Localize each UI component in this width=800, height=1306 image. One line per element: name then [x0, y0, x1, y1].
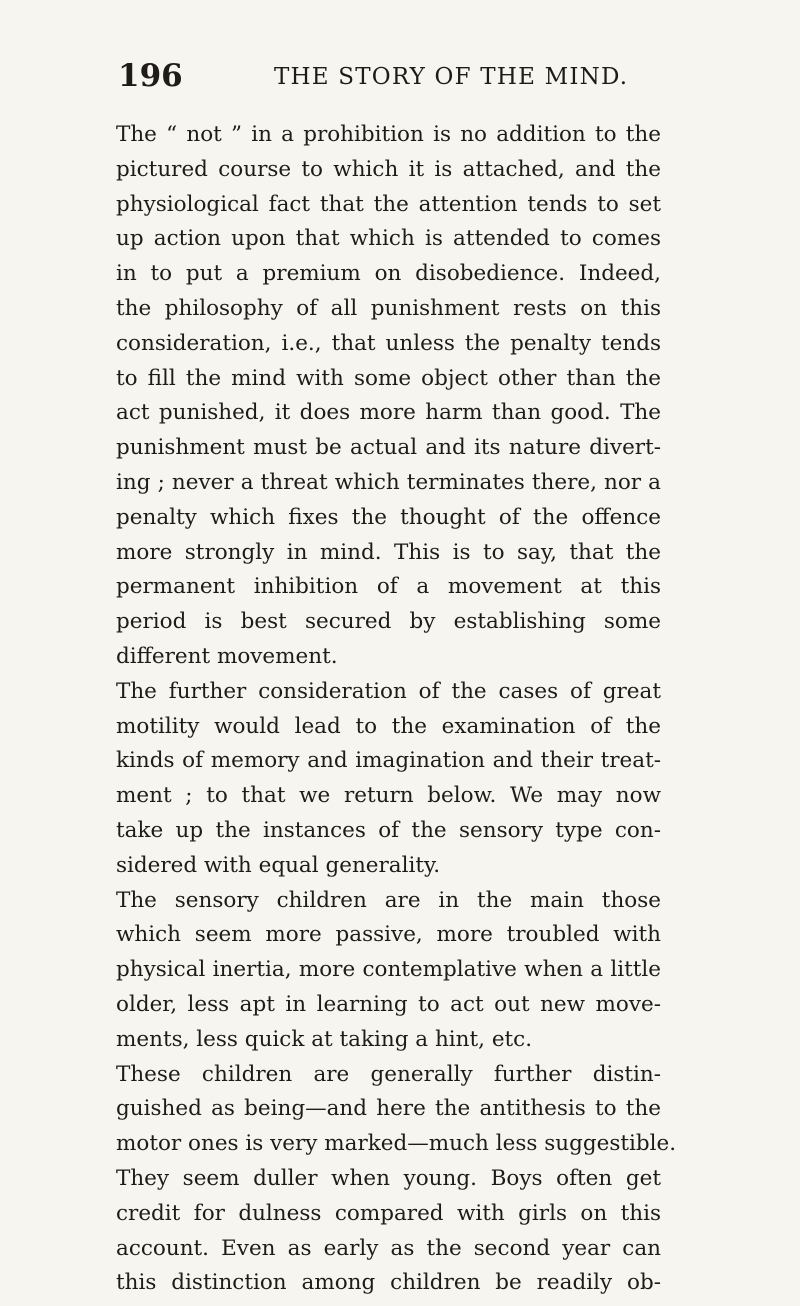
- text-line: sidered with equal generality.: [116, 852, 441, 878]
- text-line: kinds of memory and imagination and their treat-: [116, 748, 661, 774]
- text-line: permanent inhibition of a movement at this: [116, 574, 661, 600]
- text-line: act punished, it does more harm than good. The: [116, 400, 661, 426]
- text-line: different movement.: [116, 643, 338, 669]
- text-line: more strongly in mind. This is to say, that the: [116, 539, 661, 565]
- body-text: [116, 118, 677, 1301]
- page-number: 196: [118, 58, 183, 94]
- text-line: These children are generally further distin-: [116, 1061, 661, 1087]
- text-line: physiological fact that the attention tends to set: [116, 191, 661, 217]
- text-line: consideration, i.e., that unless the penalty tends: [116, 330, 661, 356]
- text-line: They seem duller when young. Boys often get: [116, 1165, 661, 1191]
- text-line: pictured course to which it is attached, and the: [116, 156, 661, 182]
- text-line: in to put a premium on disobedience. Indeed,: [116, 261, 661, 287]
- text-line: credit for dulness compared with girls on this: [116, 1200, 661, 1226]
- text-line: physical inertia, more contemplative when a little: [116, 957, 661, 983]
- text-line: period is best secured by establishing some: [116, 609, 661, 635]
- text-line: guished as being—and here the antithesis to the: [116, 1096, 661, 1122]
- text-line: older, less apt in learning to act out new move-: [116, 991, 661, 1017]
- text-line: The “ not ” in a prohibition is no addition to the: [116, 122, 661, 147]
- text-line: ments, less quick at taking a hint, etc.: [116, 1026, 533, 1052]
- text-line: punishment must be actual and its nature divert-: [116, 435, 661, 461]
- text-line: account. Even as early as the second year can: [116, 1235, 661, 1261]
- text-line: ment ; to that we return below. We may now: [116, 783, 661, 809]
- text-line: ing ; never a threat which terminates there, nor a: [116, 469, 661, 495]
- text-line: to fill the mind with some object other than the: [116, 365, 661, 391]
- text-line: up action upon that which is attended to comes: [116, 226, 661, 252]
- text-line: motor ones is very marked—much less suggestible.: [116, 1131, 677, 1157]
- text-line: The sensory children are in the main those: [116, 887, 661, 913]
- running-title: THE STORY OF THE MIND.: [274, 64, 629, 90]
- text-line: take up the instances of the sensory type con-: [116, 817, 661, 843]
- text-line: The further consideration of the cases of great: [116, 678, 661, 704]
- text-line: penalty which fixes the thought of the offence: [116, 504, 661, 530]
- text-line: the philosophy of all punishment rests on this: [116, 295, 661, 321]
- page-header: [118, 58, 678, 98]
- text-line: this distinction among children be readily ob-: [116, 1270, 661, 1296]
- text-line: which seem more passive, more troubled with: [116, 922, 661, 948]
- text-line: motility would lead to the examination of the: [116, 713, 661, 739]
